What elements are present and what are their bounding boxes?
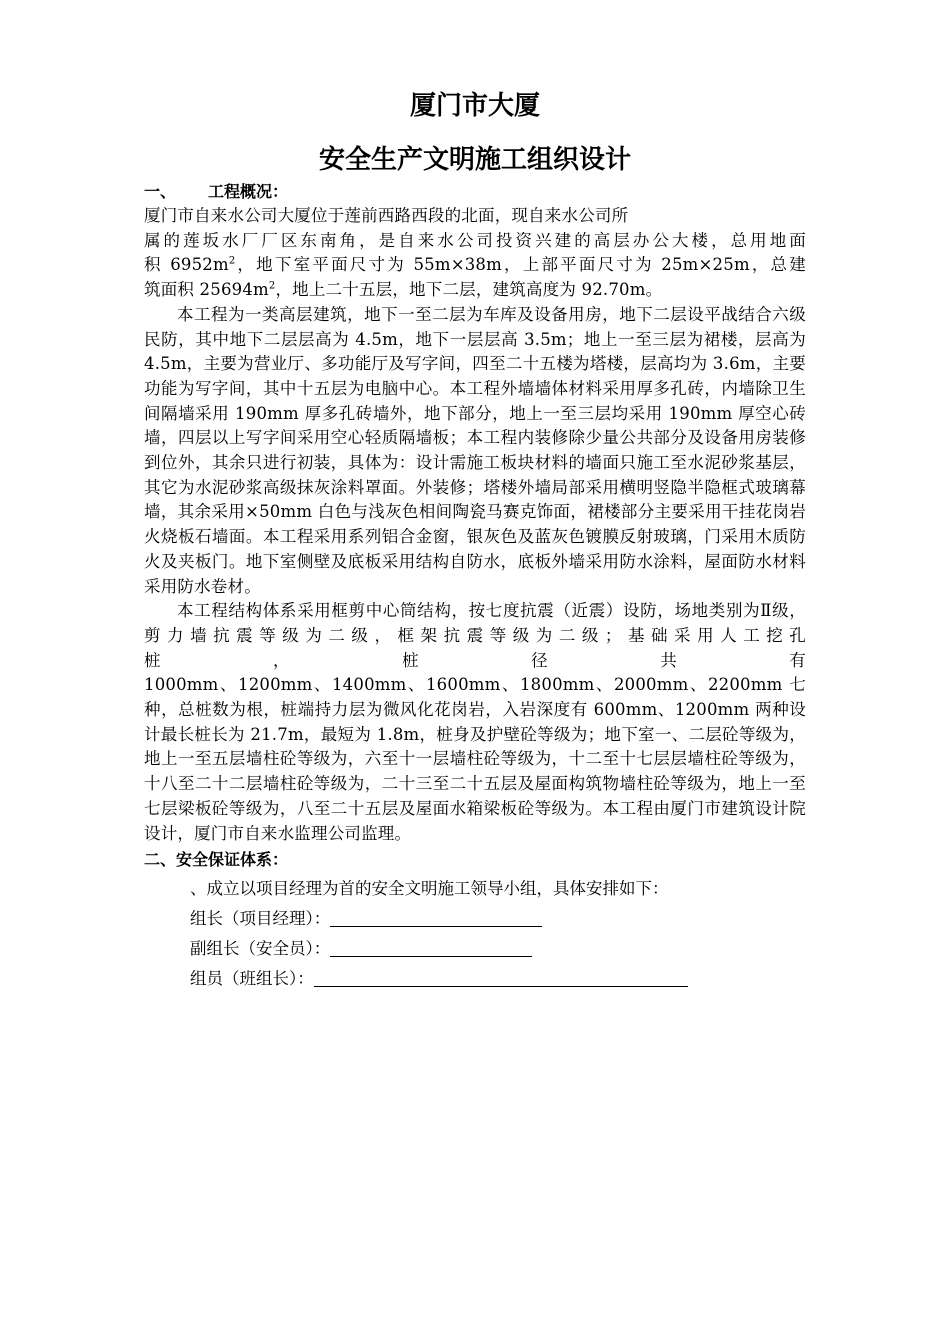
document-page bbox=[144, 84, 806, 994]
deputy-leader-row bbox=[144, 934, 806, 964]
team-members-blank[interactable] bbox=[314, 968, 688, 987]
team-members-row bbox=[144, 964, 806, 994]
overview-paragraph-3a: 本工程结构体系采用框剪中心筒结构，按七度抗震（近震）设防，场地类别为Ⅱ级，剪力墙抗震等级为二级，框架抗震等级为二级；基础采用人工挖孔 bbox=[144, 601, 806, 645]
site-area-unit-sup: 2 bbox=[228, 255, 236, 267]
team-leader-label: 组长（项目经理）： bbox=[190, 909, 331, 929]
spread-char-5: 共 bbox=[660, 650, 677, 670]
spread-char-6: 有 bbox=[789, 650, 806, 670]
overview-paragraph-3-spread-line bbox=[144, 649, 806, 674]
overview-p1-line1: 厦门市自来水公司大厦位于莲前西路西段的北面，现自来水公司所 bbox=[144, 206, 629, 225]
spread-char-3: 桩 bbox=[402, 650, 419, 670]
team-leader-blank[interactable] bbox=[330, 908, 542, 927]
floor-area-unit-sup: 2 bbox=[268, 280, 276, 292]
section-1-number: 一、 bbox=[144, 182, 177, 201]
overview-paragraph-1 bbox=[144, 204, 806, 303]
team-leader-row bbox=[144, 904, 806, 934]
section-1-title: 工程概况： bbox=[208, 182, 289, 201]
overview-p1-line3-rest: ，地下室平面尺寸为 55m×38m，上部平面尺寸为 25m×25m，总建 bbox=[235, 255, 806, 275]
floor-area-value: 筑面积 25694m bbox=[144, 280, 269, 300]
overview-p1-line2: 属的莲坂水厂厂区东南角，是自来水公司投资兴建的高层办公大楼，总用地面 bbox=[144, 230, 806, 250]
document-title: 厦门市大厦 bbox=[409, 91, 540, 121]
safety-team-intro: 、成立以项目经理为首的安全文明施工领导小组，具体安排如下： bbox=[190, 879, 669, 899]
overview-paragraph-2: 本工程为一类高层建筑，地下一至二层为车库及设备用房，地下二层设平战结合六级民防，其中地下二层层高为 4.5m，地下一层层高 3.5m；地上一至三层为裙楼，层高为 4.5m，主要为营业厅、多功能厅及写字间，四至二十五楼为塔楼，层高均为 3.6m，主要功能为写字间，其中十五层为电脑中心。本工程外墙墙体材料采用厚多孔砖，内墙除卫生间隔墙采用 190mm 厚多孔砖墙外，地下部分，地上一至三层均采用 190mm 厚空心砖墙，四层以上写字间采用空心轻质隔墙板；本工程内装修除少量公共部分及设备用房装修到位外，其余只进行初装，具体为：设计需施工板块材料的墙面只施工至水泥砂浆基层，其它为水泥砂浆高级抹灰涂料罩面。外装修；塔楼外墙局部采用横明竖隐半隐框式玻璃幕墙，其余采用×50mm 白色与浅灰色相间陶瓷马赛克饰面，裙楼部分主要采用干挂花岗岩火烧板石墙面。本工程采用系列铝合金窗，银灰色及蓝灰色镀膜反射玻璃，门采用木质防火及夹板门。地下室侧壁及底板采用结构自防水，底板外墙采用防水涂料，屋面防水材料采用防水卷材。 bbox=[144, 304, 806, 596]
overview-p1-line3 bbox=[144, 253, 806, 278]
section-1-heading bbox=[144, 180, 806, 204]
site-area-value: 积 6952m bbox=[144, 255, 229, 275]
deputy-leader-blank[interactable] bbox=[330, 938, 532, 957]
document-subtitle: 安全生产文明施工组织设计 bbox=[318, 145, 631, 175]
deputy-leader-label: 副组长（安全员）： bbox=[190, 939, 331, 959]
overview-paragraph-3b: 1000mm、1200mm、1400mm、1600mm、1800mm、2000mm、2200mm 七种，总桩数为根，桩端持力层为微风化花岗岩，入岩深度有 600mm、1200mm 两种设计最长桩长为 21.7m，最短为 1.8m，桩身及护壁砼等级为；地下室一、二层砼等级为，地上一至五层墙柱砼等级为，六至十一层墙柱砼等级为，十二至十七层层墙柱砼等级为，十八至二十二层墙柱砼等级为，二十三至二十五层及屋面构筑物墙柱砼等级为，地上一至七层梁板砼等级为，八至二十五层及屋面水箱梁板砼等级为。本工程由厦门市建筑设计院设计，厦门市自来水监理公司监理。 bbox=[144, 675, 806, 843]
spread-char-4: 径 bbox=[531, 650, 548, 670]
spread-char-1: 桩 bbox=[144, 650, 161, 670]
spread-char-2: ， bbox=[273, 650, 290, 670]
section-2-heading: 二、安全保证体系： bbox=[144, 850, 289, 870]
overview-p1-line4 bbox=[144, 278, 806, 303]
overview-p1-line4-rest: ，地上二十五层，地下二层，建筑高度为 92.70m。 bbox=[275, 280, 663, 300]
team-members-label: 组员（班组长）： bbox=[190, 969, 314, 989]
